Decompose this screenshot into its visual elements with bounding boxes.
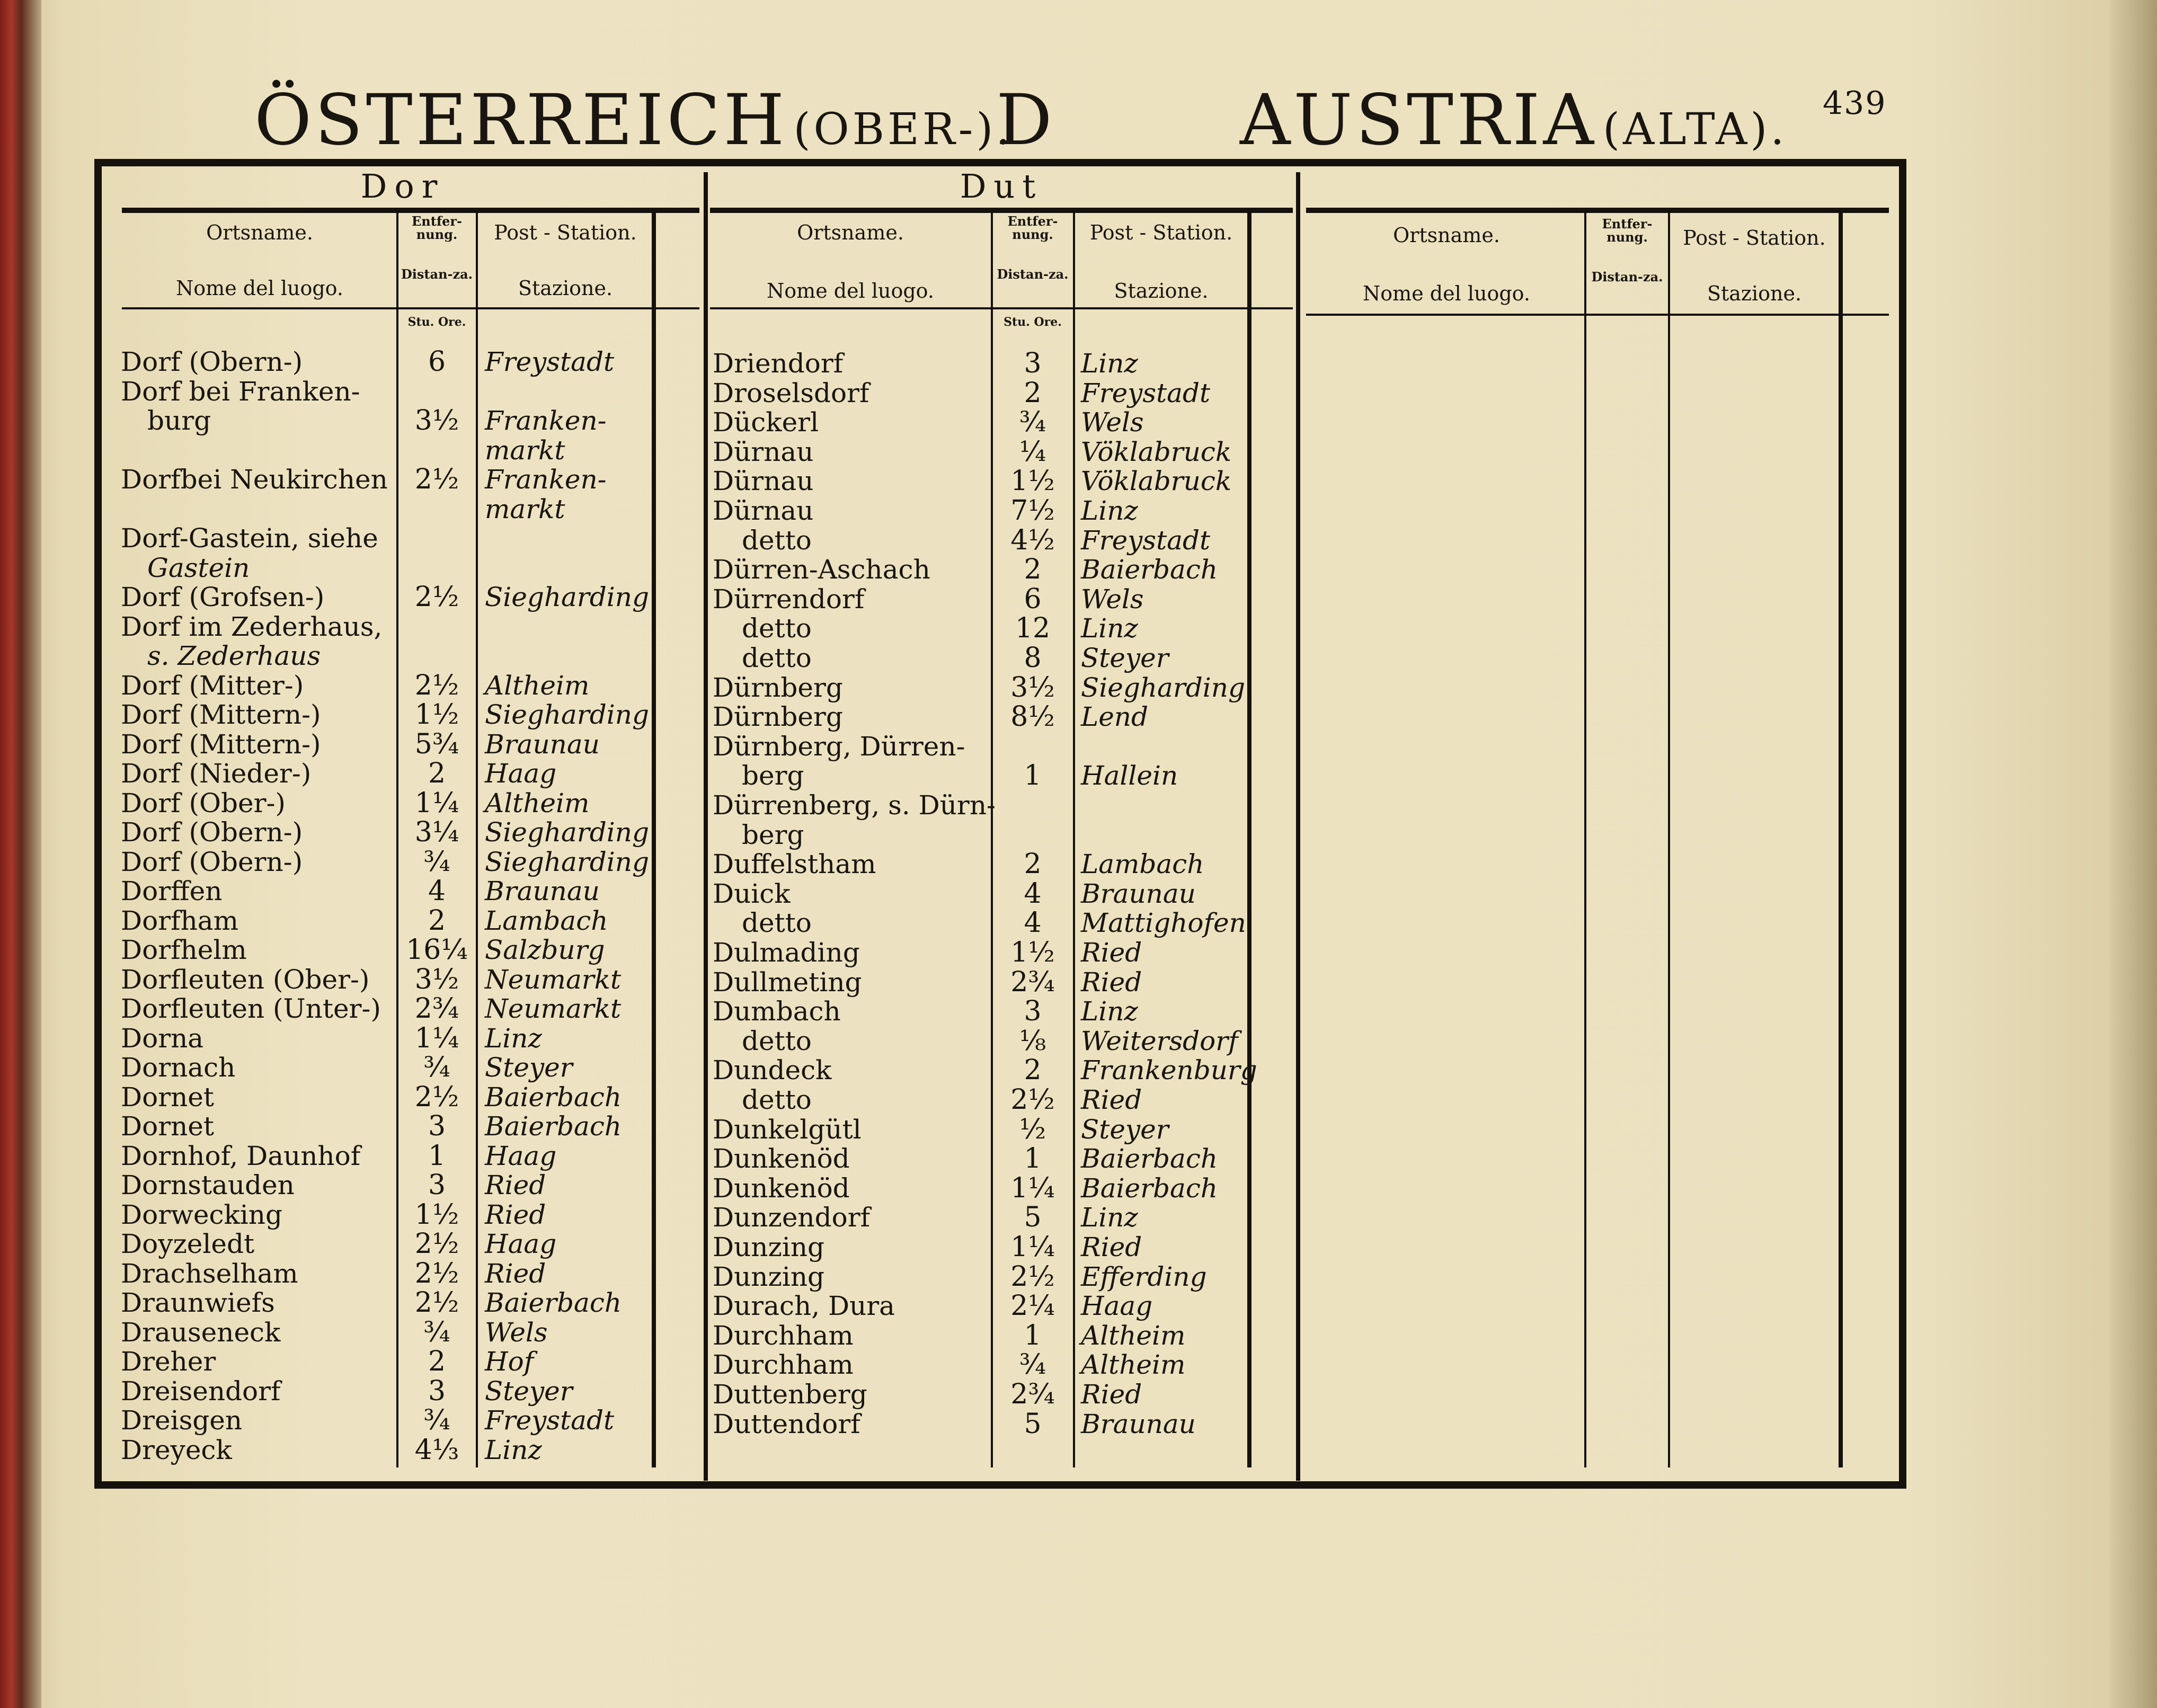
place-name: Dumbach bbox=[713, 996, 841, 1027]
place-name: Dreisendorf bbox=[121, 1375, 281, 1407]
post-station: Lend bbox=[1081, 701, 1149, 733]
distance-value: 2 bbox=[1024, 1054, 1042, 1087]
place-name: Dornet bbox=[121, 1111, 214, 1142]
distance-value: 1 bbox=[1024, 760, 1042, 792]
post-station: Steyer bbox=[485, 1052, 573, 1083]
distance-value: ⅛ bbox=[1019, 1025, 1046, 1057]
distance-value: 6 bbox=[1024, 583, 1042, 615]
distance-value: 1½ bbox=[414, 1198, 459, 1231]
distance-value: 2 bbox=[428, 1346, 446, 1377]
distance-value: 3½ bbox=[1010, 671, 1055, 704]
distance-value: 8½ bbox=[1010, 701, 1055, 733]
place-name: Dorfham bbox=[121, 905, 239, 936]
distance-value: 8 bbox=[1024, 642, 1042, 674]
distance-value: 6 bbox=[428, 346, 446, 378]
post-station: Altheim bbox=[1081, 1320, 1186, 1351]
col-head-dist-de-left: Entfer-nung. bbox=[411, 213, 463, 243]
place-name: Dreyeck bbox=[121, 1434, 232, 1465]
place-name: Dunkenöd bbox=[713, 1172, 850, 1204]
distance-value: 1¼ bbox=[1010, 1172, 1055, 1204]
place-name: Dürnau bbox=[713, 495, 814, 526]
post-station: Altheim bbox=[1081, 1349, 1186, 1381]
post-station: Linz bbox=[1081, 348, 1138, 379]
distance-value: ¾ bbox=[423, 1404, 450, 1436]
post-station: Freystadt bbox=[485, 346, 615, 377]
col-head-place-it-right: Nome del luogo. bbox=[1363, 282, 1530, 305]
distance-value: ¾ bbox=[1019, 406, 1046, 439]
place-name: Dückerl bbox=[713, 407, 819, 438]
post-station: Neumarkt bbox=[485, 993, 622, 1024]
col-line-mid-2 bbox=[1073, 212, 1075, 1467]
post-station: Ried bbox=[1081, 1232, 1142, 1262]
post-station: Ried bbox=[1081, 937, 1142, 968]
place-name: Duttenberg bbox=[713, 1379, 867, 1410]
distance-value: ¾ bbox=[423, 1052, 450, 1083]
distance-value: 3¼ bbox=[414, 816, 459, 848]
post-station: Frankenburg bbox=[1081, 1055, 1257, 1086]
place-name: Durchham bbox=[713, 1320, 854, 1351]
place-name: Dorf (Ober-) bbox=[121, 787, 286, 819]
post-station: Steyer bbox=[1081, 1114, 1169, 1145]
place-name: Dorfbei Neukirchen bbox=[121, 464, 388, 495]
post-station: Ried bbox=[1081, 1379, 1142, 1410]
book-spine bbox=[0, 0, 41, 1708]
place-name: Dürnberg bbox=[713, 672, 843, 703]
col-line-right-3 bbox=[1839, 212, 1843, 1467]
distance-value: 1¼ bbox=[414, 787, 459, 819]
place-name: Dorf bei Franken- bbox=[121, 376, 360, 407]
distance-value: 2 bbox=[1024, 377, 1042, 409]
post-station: Linz bbox=[485, 1434, 542, 1465]
distance-value: 5 bbox=[1024, 1408, 1042, 1440]
post-station: Efferding bbox=[1081, 1261, 1207, 1292]
place-name: Dorfleuten (Unter-) bbox=[121, 993, 381, 1024]
distance-value: ¾ bbox=[423, 846, 450, 878]
distance-value: 12 bbox=[1015, 612, 1051, 645]
post-station: Braunau bbox=[1081, 878, 1196, 909]
col-head-station-de-mid: Post - Station. bbox=[1089, 221, 1233, 244]
post-station: Weitersdorf bbox=[1081, 1025, 1238, 1056]
divider-section-2 bbox=[1296, 172, 1300, 1481]
post-station: Haag bbox=[485, 1140, 557, 1171]
place-name: Dorf-Gastein, siehe bbox=[121, 523, 378, 554]
place-name: Dorf (Obern-) bbox=[121, 846, 303, 877]
post-station: Neumarkt bbox=[485, 964, 622, 995]
col-head-place-de-left: Ortsname. bbox=[206, 221, 313, 244]
col-head-place-it-mid: Nome del luogo. bbox=[767, 279, 934, 303]
place-name: Dürnberg, Dürren- bbox=[713, 731, 965, 762]
col-head-dist-de-mid: Entfer-nung. bbox=[1007, 213, 1058, 243]
post-station: Vöklabruck bbox=[1081, 466, 1232, 497]
post-station: Freystadt bbox=[485, 1405, 615, 1436]
place-name: Dundeck bbox=[713, 1055, 832, 1086]
place-name: Dunkelgütl bbox=[713, 1114, 862, 1145]
distance-value: 3 bbox=[1024, 348, 1042, 379]
place-name: detto bbox=[742, 643, 812, 673]
distance-value: 2 bbox=[428, 904, 446, 937]
post-station: Linz bbox=[485, 1022, 542, 1054]
distance-value: 2½ bbox=[1010, 1084, 1055, 1116]
place-name: berg bbox=[742, 819, 804, 850]
post-station: Steyer bbox=[485, 1375, 573, 1407]
post-station: Wels bbox=[1081, 407, 1144, 438]
distance-value: 2¼ bbox=[1010, 1290, 1055, 1322]
distance-value: 4⅓ bbox=[414, 1434, 459, 1466]
distance-value: 4 bbox=[428, 875, 446, 907]
post-station: Siegharding bbox=[485, 817, 649, 848]
units-label-left: Stu. Ore. bbox=[407, 315, 466, 329]
page-number: 439 bbox=[1823, 85, 1887, 122]
col-line-left-2 bbox=[476, 212, 478, 1467]
place-name: Dunzendorf bbox=[713, 1202, 871, 1233]
post-station: Baierbach bbox=[485, 1081, 622, 1113]
distance-value: 2½ bbox=[1010, 1260, 1055, 1293]
col-head-place-de-mid: Ortsname. bbox=[797, 221, 904, 244]
post-station: markt bbox=[485, 493, 565, 524]
col-line-right-1 bbox=[1584, 212, 1586, 1467]
place-name: Dorf (Mitter-) bbox=[121, 670, 304, 701]
place-name: burg bbox=[147, 405, 211, 436]
distance-value: 1¼ bbox=[1010, 1231, 1055, 1263]
section-heading-right: Dut bbox=[960, 167, 1043, 206]
post-station: Siegharding bbox=[485, 582, 649, 612]
col-line-left-3 bbox=[652, 212, 656, 1467]
heading-left-sub: (OBER-). bbox=[793, 104, 1014, 155]
place-name: detto bbox=[742, 908, 812, 939]
post-station: Baierbach bbox=[1081, 1143, 1218, 1175]
heading-right-title: AUSTRIA bbox=[1240, 79, 1597, 161]
post-station: Freystadt bbox=[1081, 524, 1211, 556]
distance-value: 2¾ bbox=[1010, 1378, 1055, 1410]
col-head-place-it-left: Nome del luogo. bbox=[176, 277, 343, 300]
post-station: Ried bbox=[1081, 1084, 1142, 1115]
place-name: Dorna bbox=[121, 1022, 204, 1054]
post-station: Siegharding bbox=[485, 699, 649, 730]
col-head-dist-de-right: Entfer-nung. bbox=[1602, 216, 1653, 245]
place-name: Dunzing bbox=[713, 1261, 825, 1292]
post-station: Ried bbox=[1081, 966, 1142, 998]
distance-value: 5¾ bbox=[414, 728, 459, 760]
distance-value: 2 bbox=[1024, 848, 1042, 880]
heading-right-sub: (ALTA). bbox=[1603, 104, 1788, 155]
distance-value: 2½ bbox=[414, 1081, 459, 1113]
distance-value: 4½ bbox=[1010, 524, 1055, 556]
distance-value: 2¾ bbox=[1010, 966, 1055, 998]
place-name: Dorf (Mittern-) bbox=[121, 699, 321, 730]
distance-value: 3 bbox=[1024, 995, 1042, 1028]
place-name: Dürrenberg, s. Dürn- bbox=[713, 790, 996, 821]
post-station: Lambach bbox=[485, 905, 608, 936]
place-name: Dürrendorf bbox=[713, 583, 865, 615]
distance-value: 2½ bbox=[414, 1287, 459, 1319]
place-name: detto bbox=[742, 1084, 812, 1115]
post-station: Haag bbox=[485, 1229, 557, 1259]
place-name: Gastein bbox=[147, 552, 250, 583]
distance-value: 1 bbox=[428, 1140, 446, 1172]
rule-head-middle bbox=[710, 307, 1293, 309]
distance-value: 1 bbox=[1024, 1143, 1042, 1175]
distance-value: 4 bbox=[1024, 877, 1042, 910]
col-line-right-2 bbox=[1668, 212, 1670, 1467]
page-heading bbox=[254, 79, 1897, 161]
post-station: Baierbach bbox=[1081, 1172, 1218, 1204]
post-station: Linz bbox=[1081, 996, 1138, 1027]
post-station: Haag bbox=[1081, 1291, 1153, 1322]
place-name: detto bbox=[742, 1025, 812, 1056]
distance-value: 7½ bbox=[1010, 495, 1055, 527]
units-label-mid: Stu. Ore. bbox=[1004, 315, 1062, 329]
place-name: detto bbox=[742, 613, 812, 644]
post-station: Altheim bbox=[485, 670, 590, 701]
place-name: detto bbox=[742, 524, 812, 556]
place-name: Dornet bbox=[121, 1081, 214, 1113]
place-name: Dorf (Mittern-) bbox=[121, 728, 321, 760]
place-name: Dunzing bbox=[713, 1232, 825, 1262]
post-station: Ried bbox=[485, 1170, 546, 1200]
place-name: Dorf im Zederhaus, bbox=[121, 611, 383, 642]
distance-value: 3½ bbox=[414, 405, 459, 437]
distance-value: 1½ bbox=[1010, 465, 1055, 497]
distance-value: 1 bbox=[1024, 1319, 1042, 1351]
distance-value: 3 bbox=[428, 1169, 446, 1201]
place-name: Dürnau bbox=[713, 436, 814, 467]
post-station: Hof bbox=[485, 1346, 534, 1377]
place-name: Draunwiefs bbox=[121, 1287, 275, 1318]
col-head-place-de-right: Ortsname. bbox=[1393, 224, 1500, 247]
distance-value: 2¾ bbox=[414, 993, 459, 1025]
page-edge bbox=[2109, 0, 2157, 1708]
post-station: Mattighofen bbox=[1081, 908, 1246, 939]
rule-head-right bbox=[1306, 314, 1889, 316]
post-station: Salzburg bbox=[485, 935, 605, 965]
place-name: Doyzeledt bbox=[121, 1229, 255, 1259]
place-name: Dorfleuten (Ober-) bbox=[121, 964, 370, 995]
post-station: Baierbach bbox=[1081, 554, 1218, 585]
distance-value: 3½ bbox=[414, 963, 459, 995]
heading-letter: D bbox=[996, 79, 1055, 161]
rule-top-right bbox=[1306, 208, 1889, 213]
col-line-mid-3 bbox=[1247, 212, 1251, 1467]
post-station: Freystadt bbox=[1081, 377, 1211, 408]
col-head-station-de-left: Post - Station. bbox=[494, 221, 637, 244]
place-name: berg bbox=[742, 760, 804, 791]
post-station: Linz bbox=[1081, 613, 1138, 644]
heading-left-title: ÖSTERREICH bbox=[254, 79, 788, 161]
col-head-dist-it-right: Distan-za. bbox=[1591, 269, 1663, 284]
rule-top-middle bbox=[710, 208, 1293, 213]
place-name: Dorffen bbox=[121, 876, 223, 906]
post-station: Vöklabruck bbox=[1081, 436, 1232, 467]
distance-value: ¼ bbox=[1019, 435, 1046, 468]
post-station: Lambach bbox=[1081, 849, 1204, 880]
place-name: Dorfhelm bbox=[121, 935, 247, 965]
post-station: Hallein bbox=[1081, 760, 1178, 791]
distance-value: 3 bbox=[428, 1110, 446, 1142]
distance-value: ¾ bbox=[423, 1316, 450, 1348]
place-name: Dunkenöd bbox=[713, 1143, 850, 1175]
place-name: Dürnau bbox=[713, 466, 814, 497]
place-name: Duick bbox=[713, 878, 791, 909]
place-name: Dornhof, Daunhof bbox=[121, 1140, 361, 1171]
place-name: Durchham bbox=[713, 1349, 854, 1381]
post-station: Franken- bbox=[485, 464, 607, 495]
heading-left bbox=[254, 79, 1013, 161]
place-name: Duffelstham bbox=[713, 849, 876, 880]
place-name: Durach, Dura bbox=[713, 1291, 895, 1322]
place-name: Dorf (Grofsen-) bbox=[121, 582, 325, 612]
place-name: Dullmeting bbox=[713, 966, 862, 998]
distance-value: 2 bbox=[1024, 554, 1042, 586]
post-station: Braunau bbox=[1081, 1408, 1196, 1439]
place-name: Droselsdorf bbox=[713, 377, 869, 408]
place-name: Dreher bbox=[121, 1346, 216, 1377]
post-station: Braunau bbox=[485, 728, 600, 760]
post-station: Franken- bbox=[485, 405, 607, 436]
place-name: Drauseneck bbox=[121, 1316, 281, 1348]
place-name: Dornstauden bbox=[121, 1170, 295, 1200]
col-head-station-it-mid: Stazione. bbox=[1114, 279, 1209, 303]
distance-value: 1¼ bbox=[414, 1022, 459, 1054]
heading-right bbox=[1240, 79, 1787, 161]
place-name: Dorf (Nieder-) bbox=[121, 758, 312, 789]
section-heading-left: Dor bbox=[360, 167, 445, 206]
place-name: s. Zederhaus bbox=[147, 640, 321, 671]
post-station: Linz bbox=[1081, 1202, 1138, 1233]
distance-value: ¾ bbox=[1019, 1349, 1046, 1381]
distance-value: 2½ bbox=[414, 669, 459, 701]
col-head-station-de-right: Post - Station. bbox=[1683, 226, 1826, 250]
col-head-station-it-left: Stazione. bbox=[518, 277, 613, 300]
post-station: Baierbach bbox=[485, 1111, 622, 1142]
post-station: markt bbox=[485, 434, 565, 466]
post-station: Haag bbox=[485, 758, 557, 789]
divider-section-1 bbox=[704, 172, 708, 1481]
distance-value: 4 bbox=[1024, 907, 1042, 939]
distance-value: 16¼ bbox=[406, 934, 468, 966]
post-station: Wels bbox=[485, 1316, 548, 1348]
place-name: Dulmading bbox=[713, 937, 860, 968]
post-station: Braunau bbox=[485, 876, 600, 906]
place-name: Dürren-Aschach bbox=[713, 554, 930, 585]
col-head-dist-it-mid: Distan-za. bbox=[997, 266, 1069, 282]
post-station: Ried bbox=[485, 1199, 546, 1230]
post-station: Baierbach bbox=[485, 1287, 622, 1318]
post-station: Siegharding bbox=[485, 846, 649, 877]
distance-value: 2½ bbox=[414, 581, 459, 613]
place-name: Drachselham bbox=[121, 1258, 298, 1289]
distance-value: 2½ bbox=[414, 1257, 459, 1289]
post-station: Ried bbox=[485, 1258, 546, 1289]
distance-value: 1½ bbox=[1010, 937, 1055, 968]
distance-value: 2 bbox=[428, 758, 446, 789]
post-station: Siegharding bbox=[1081, 672, 1245, 703]
post-station: Steyer bbox=[1081, 643, 1169, 673]
place-name: Dürnberg bbox=[713, 701, 843, 733]
place-name: Dornach bbox=[121, 1052, 236, 1083]
distance-value: 1½ bbox=[414, 699, 459, 731]
distance-value: 5 bbox=[1024, 1202, 1042, 1234]
rule-top-left bbox=[122, 208, 699, 213]
rule-head-left bbox=[122, 307, 699, 309]
place-name: Dorf (Obern-) bbox=[121, 817, 303, 848]
distance-value: ½ bbox=[1019, 1113, 1046, 1145]
place-name: Dorwecking bbox=[121, 1199, 282, 1230]
post-station: Wels bbox=[1081, 583, 1144, 615]
col-head-station-it-right: Stazione. bbox=[1707, 282, 1802, 305]
place-name: Duttendorf bbox=[713, 1408, 860, 1439]
col-head-dist-it-left: Distan-za. bbox=[401, 266, 473, 282]
post-station: Altheim bbox=[485, 787, 590, 819]
place-name: Dorf (Obern-) bbox=[121, 346, 303, 377]
distance-value: 2½ bbox=[414, 464, 459, 495]
distance-value: 2½ bbox=[414, 1228, 459, 1260]
post-station: Linz bbox=[1081, 495, 1138, 526]
distance-value: 3 bbox=[428, 1375, 446, 1407]
place-name: Dreisgen bbox=[121, 1405, 243, 1436]
place-name: Driendorf bbox=[713, 348, 844, 379]
